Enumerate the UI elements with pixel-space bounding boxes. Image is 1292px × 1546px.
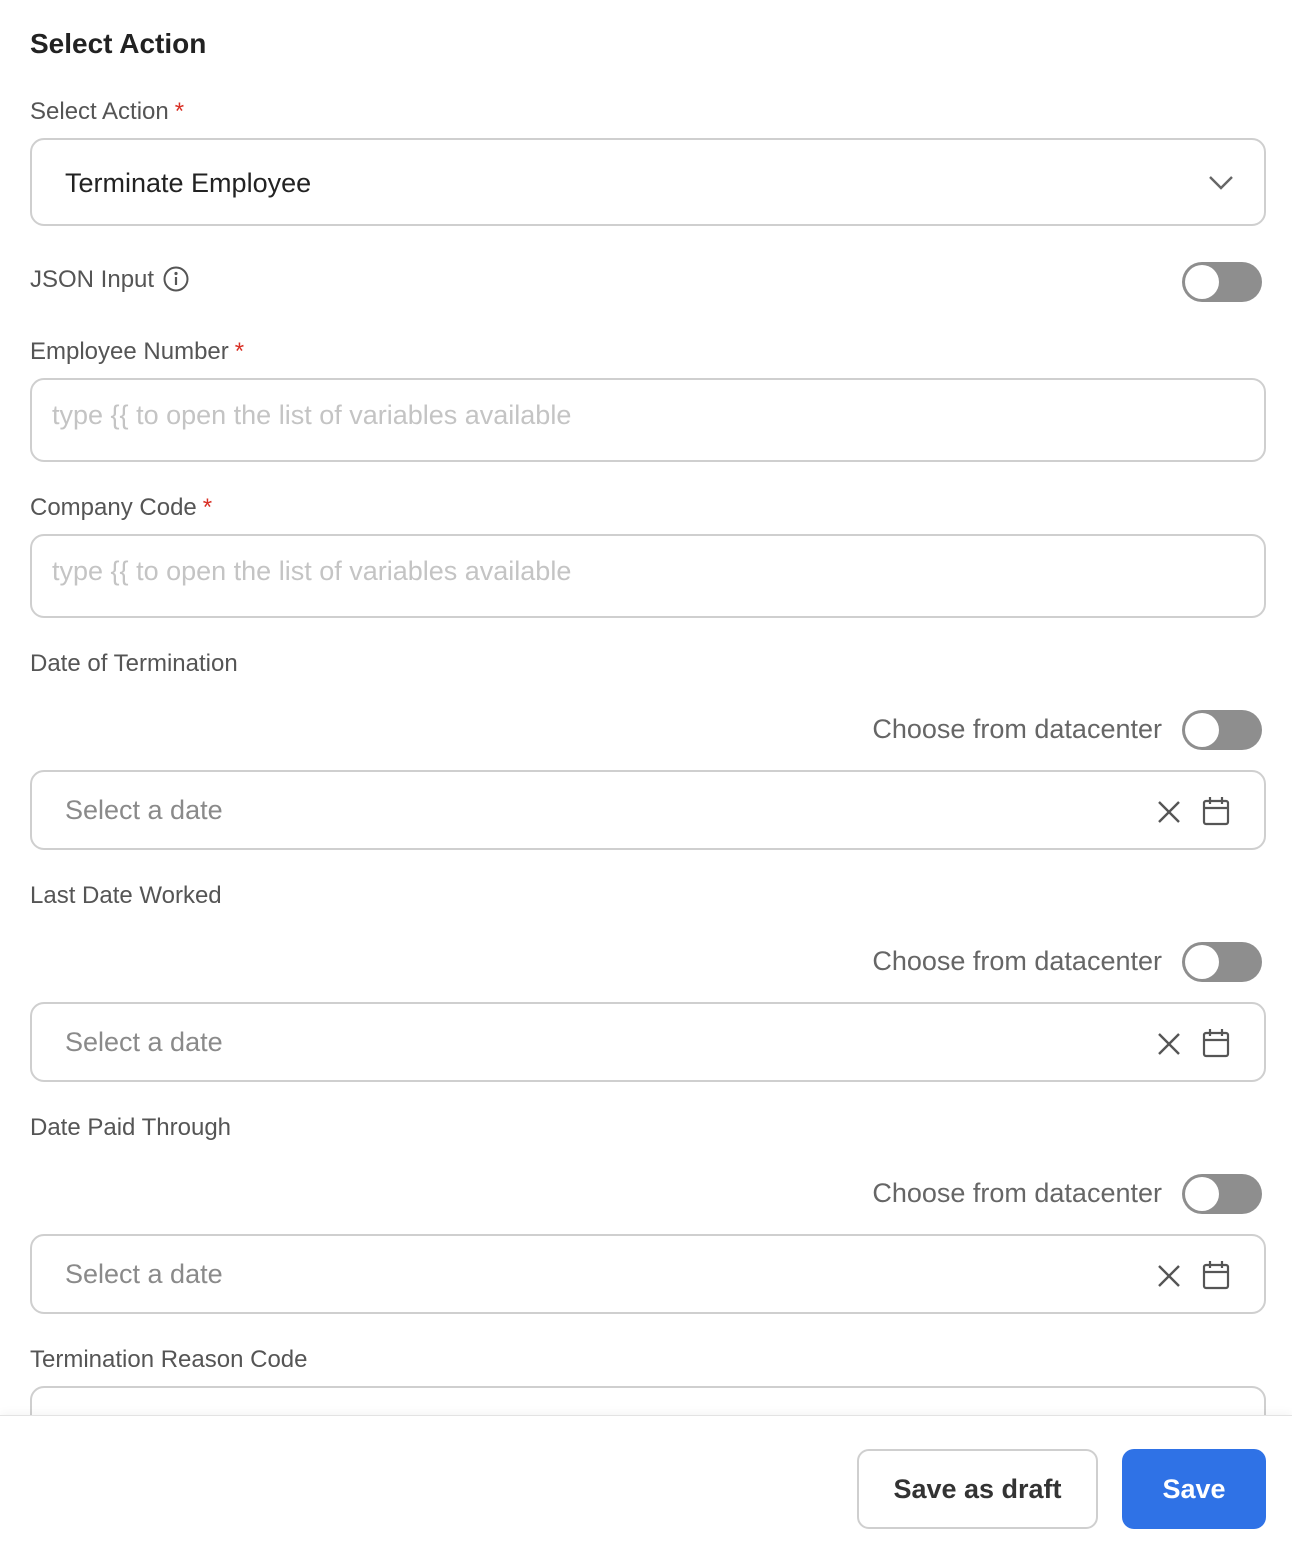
date-of-termination-datacenter-toggle[interactable] xyxy=(1182,710,1262,750)
last-date-worked-label: Last Date Worked xyxy=(30,882,222,909)
date-of-termination-label: Date of Termination xyxy=(30,650,238,677)
close-icon[interactable] xyxy=(1156,799,1182,825)
footer-bar xyxy=(0,1415,1292,1546)
toggle-knob xyxy=(1185,713,1219,747)
required-mark: * xyxy=(174,98,185,125)
toggle-knob xyxy=(1185,1177,1219,1211)
required-mark: * xyxy=(202,494,213,521)
save-button[interactable]: Save xyxy=(1122,1449,1266,1529)
employee-number-input[interactable] xyxy=(52,400,1232,431)
employee-number-label-text: Employee Number xyxy=(30,338,229,365)
close-icon[interactable] xyxy=(1156,1263,1182,1289)
company-code-label-text: Company Code xyxy=(30,494,197,521)
employee-number-label xyxy=(30,338,244,366)
toggle-knob xyxy=(1185,265,1219,299)
company-code-field[interactable] xyxy=(30,534,1266,618)
save-as-draft-button[interactable]: Save as draft xyxy=(857,1449,1098,1529)
calendar-icon[interactable] xyxy=(1202,1028,1230,1058)
datacenter-label: Choose from datacenter xyxy=(872,1178,1162,1208)
json-input-toggle[interactable] xyxy=(1182,262,1262,302)
termination-reason-code-label: Termination Reason Code xyxy=(30,1346,308,1373)
date-paid-through-datacenter-toggle[interactable] xyxy=(1182,1174,1262,1214)
datacenter-label: Choose from datacenter xyxy=(872,946,1162,976)
employee-number-field[interactable] xyxy=(30,378,1266,462)
toggle-knob xyxy=(1185,945,1219,979)
action-label-text: Select Action xyxy=(30,98,169,125)
last-date-worked-picker[interactable] xyxy=(30,1002,1266,1082)
date-placeholder: Select a date xyxy=(65,1027,223,1057)
date-placeholder: Select a date xyxy=(65,1259,223,1289)
json-input-label-text: JSON Input xyxy=(30,266,155,293)
chevron-down-icon xyxy=(1206,170,1236,194)
calendar-icon[interactable] xyxy=(1202,1260,1230,1290)
date-placeholder: Select a date xyxy=(65,795,223,825)
section-title: Select Action xyxy=(30,28,207,59)
date-paid-through-label: Date Paid Through xyxy=(30,1114,232,1141)
company-code-input[interactable] xyxy=(52,556,1232,587)
json-input-label xyxy=(30,266,190,295)
date-of-termination-picker[interactable] xyxy=(30,770,1266,850)
calendar-icon[interactable] xyxy=(1202,796,1230,826)
last-date-worked-datacenter-toggle[interactable] xyxy=(1182,942,1262,982)
datacenter-label: Choose from datacenter xyxy=(872,714,1162,744)
action-select-value: Terminate Employee xyxy=(65,168,312,198)
info-icon[interactable] xyxy=(162,265,190,293)
company-code-label xyxy=(30,494,212,522)
close-icon[interactable] xyxy=(1156,1031,1182,1057)
required-mark: * xyxy=(234,338,245,365)
action-label xyxy=(30,98,184,126)
date-paid-through-picker[interactable] xyxy=(30,1234,1266,1314)
action-select[interactable] xyxy=(30,138,1266,226)
